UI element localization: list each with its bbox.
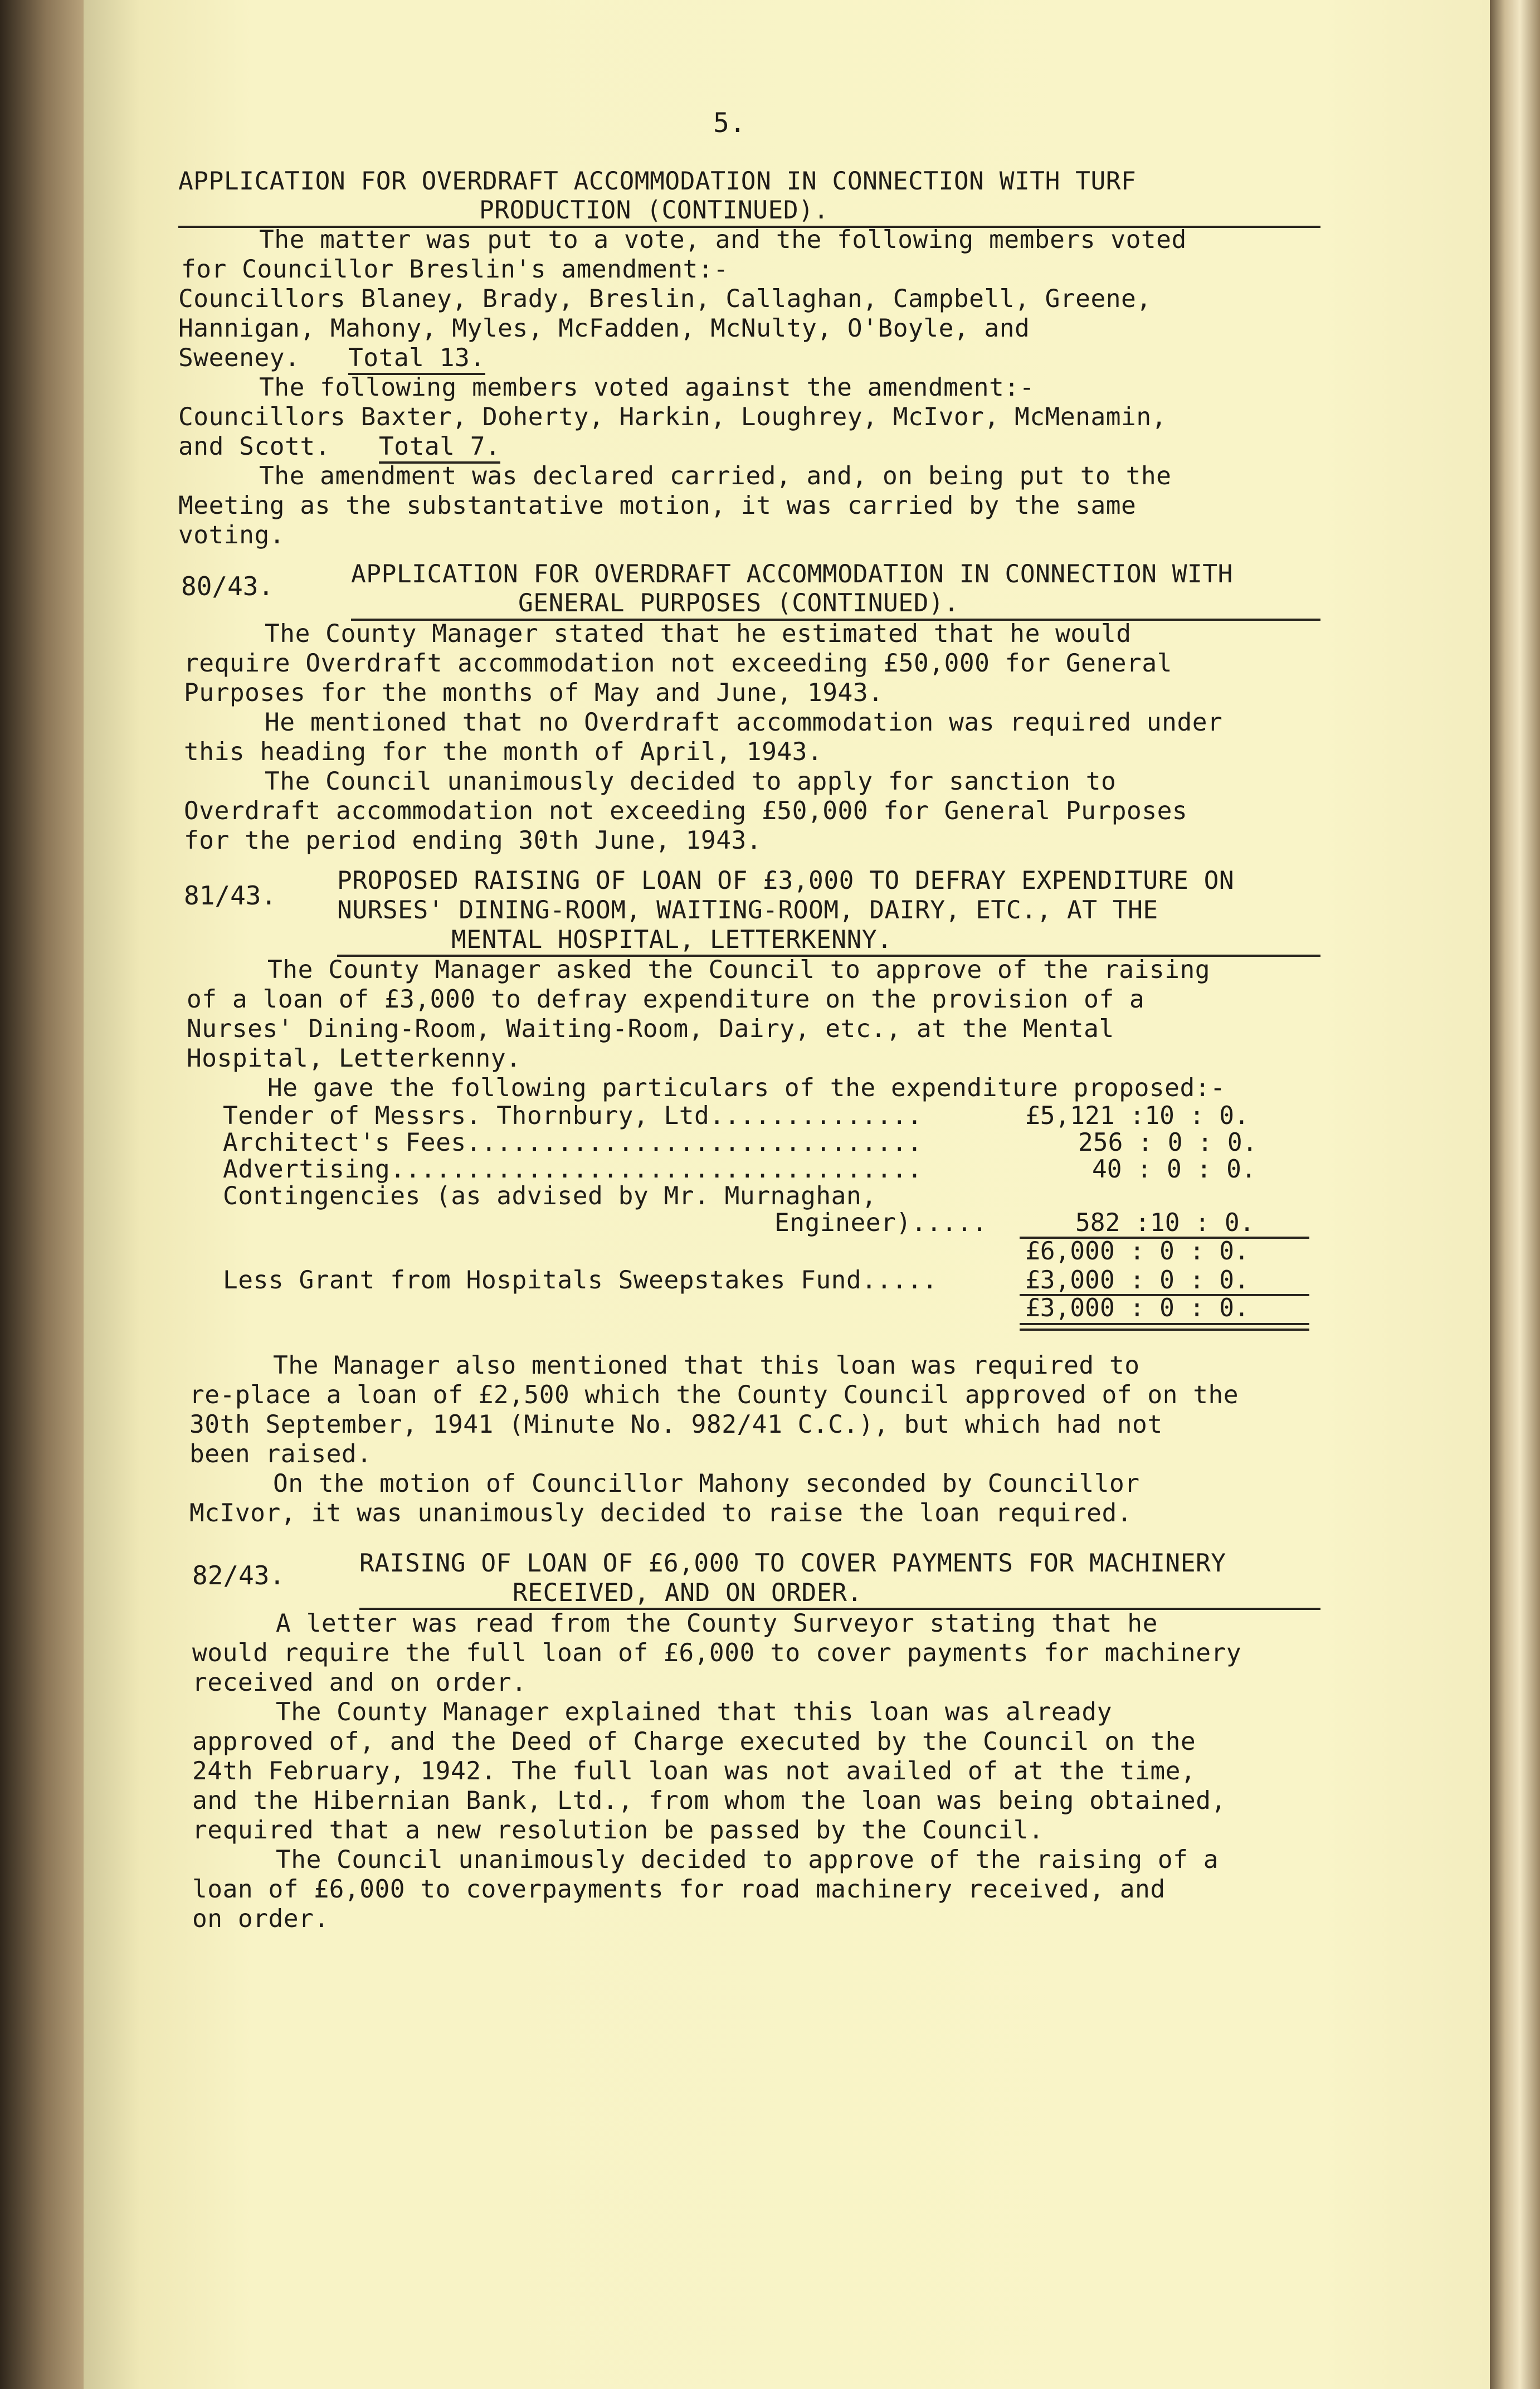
minute-number: 80/43. (181, 571, 274, 601)
paragraph-line: He gave the following particulars of the expenditure proposed:- (267, 1074, 1226, 1102)
book-binding-left (0, 0, 84, 2389)
net-double-rule-top (1020, 1323, 1309, 1325)
paragraph-line: The County Manager asked the Council to approve of the raising (267, 956, 1211, 984)
expense-label: Advertising................................... (223, 1155, 923, 1184)
expense-label: Contingencies (as advised by Mr. Murnaghan, (223, 1182, 877, 1210)
paragraph-line: He mentioned that no Overdraft accommodation was required under (265, 708, 1223, 737)
total-for: Total 13. (348, 344, 485, 375)
section-title-line-3: MENTAL HOSPITAL, LETTERKENNY. (451, 926, 893, 954)
paragraph-line: Meeting as the substantative motion, it was carried by the same (178, 492, 1137, 520)
paragraph-line: of a loan of £3,000 to defray expenditure on the provision of a (187, 985, 1145, 1014)
expense-label: Tender of Messrs. Thornbury, Ltd.............. (223, 1102, 923, 1130)
book-binding-right (1490, 0, 1540, 2389)
minute-number: 81/43. (184, 880, 277, 911)
paragraph-line: Hannigan, Mahony, Myles, McFadden, McNulty, O'Boyle, and (178, 314, 1030, 343)
paragraph-line: Nurses' Dining-Room, Waiting-Room, Dairy, etc., at the Mental (187, 1015, 1114, 1043)
paragraph-line: loan of £6,000 to coverpayments for road machinery received, and (192, 1875, 1166, 1904)
paragraph-line: Purposes for the months of May and June, 1943. (184, 679, 884, 707)
paragraph-line: Councillors Blaney, Brady, Breslin, Callaghan, Campbell, Greene, (178, 285, 1152, 313)
section-title-line-1: PROPOSED RAISING OF LOAN OF £3,000 TO DEFRAY EXPENDITURE ON (337, 867, 1235, 895)
section-title-line-2: PRODUCTION (CONTINUED). (479, 196, 829, 225)
section-title-line-2: GENERAL PURPOSES (CONTINUED). (518, 589, 959, 617)
net-amount: £3,000 : 0 : 0. (1025, 1294, 1249, 1322)
paragraph-line: Overdraft accommodation not exceeding £50,000 for General Purposes (184, 797, 1188, 825)
minute-number: 82/43. (192, 1560, 285, 1590)
subtotal-amount: £6,000 : 0 : 0. (1025, 1237, 1249, 1266)
paragraph-line: require Overdraft accommodation not exceeding £50,000 for General (184, 649, 1172, 678)
paragraph-line: Hospital, Letterkenny. (187, 1044, 522, 1073)
expense-amount: 40 : 0 : 0. (1092, 1155, 1256, 1184)
total-against: Total 7. (379, 432, 500, 464)
expense-label: Engineer)..... (774, 1209, 988, 1237)
paragraph-line: would require the full loan of £6,000 to cover payments for machinery (192, 1639, 1242, 1667)
paragraph-line: and the Hibernian Bank, Ltd., from whom the loan was being obtained, (192, 1787, 1226, 1815)
paragraph-line: The County Manager explained that this loan was already (276, 1698, 1113, 1726)
paragraph-line: A letter was read from the County Surveyor stating that he (276, 1609, 1158, 1638)
expense-label: Architect's Fees.............................. (223, 1128, 923, 1157)
less-grant-label: Less Grant from Hospitals Sweepstakes Fund..... (223, 1266, 938, 1295)
paragraph-line: The amendment was declared carried, and, on being put to the (259, 462, 1172, 490)
section-title-line-1: RAISING OF LOAN OF £6,000 TO COVER PAYMENTS FOR MACHINERY (359, 1549, 1226, 1578)
paragraph-line: approved of, and the Deed of Charge executed by the Council on the (192, 1728, 1196, 1756)
paragraph-line: Councillors Baxter, Doherty, Harkin, Loughrey, McIvor, McMenamin, (178, 403, 1167, 431)
paragraph-line: re-place a loan of £2,500 which the County Council approved of on the (189, 1381, 1239, 1409)
paragraph-line: required that a new resolution be passed by the Council. (192, 1816, 1044, 1845)
paragraph-line: for the period ending 30th June, 1943. (184, 826, 762, 855)
paragraph-line: Sweeney. (178, 344, 300, 372)
page-number: 5. (713, 108, 746, 139)
paragraph-line: and Scott. (178, 432, 330, 461)
paragraph-line: received and on order. (192, 1668, 527, 1697)
paragraph-line: On the motion of Councillor Mahony seconded by Councillor (273, 1470, 1140, 1498)
section-title-line-2: NURSES' DINING-ROOM, WAITING-ROOM, DAIRY, ETC., AT THE (337, 896, 1158, 925)
section-title-line-1: APPLICATION FOR OVERDRAFT ACCOMMODATION IN CONNECTION WITH (351, 560, 1233, 588)
paragraph-line: on order. (192, 1905, 329, 1933)
section-title-line-2: RECEIVED, AND ON ORDER. (513, 1579, 862, 1607)
paragraph-line: McIvor, it was unanimously decided to raise the loan required. (189, 1499, 1133, 1527)
paragraph-line: The Manager also mentioned that this loan was required to (273, 1351, 1140, 1380)
paragraph-line: The County Manager stated that he estimated that he would (265, 620, 1132, 648)
paragraph-line: 24th February, 1942. The full loan was not availed of at the time, (192, 1757, 1196, 1785)
expense-amount: 582 :10 : 0. (1075, 1209, 1255, 1237)
less-grant-amount: £3,000 : 0 : 0. (1025, 1266, 1249, 1295)
paragraph-line: voting. (178, 521, 285, 549)
paragraph-line: been raised. (189, 1440, 372, 1468)
paragraph-line: The Council unanimously decided to approve of the raising of a (276, 1846, 1219, 1874)
paragraph-line: for Councillor Breslin's amendment:- (181, 255, 729, 284)
expense-amount: £5,121 :10 : 0. (1025, 1102, 1249, 1130)
paragraph-line: The following members voted against the amendment:- (259, 373, 1035, 402)
net-double-rule-bottom (1020, 1329, 1309, 1331)
paragraph-line: The matter was put to a vote, and the following members voted (259, 226, 1187, 254)
paragraph-line: this heading for the month of April, 1943. (184, 738, 823, 766)
paragraph-line: 30th September, 1941 (Minute No. 982/41 C.C.), but which had not (189, 1410, 1163, 1439)
expense-amount: 256 : 0 : 0. (1078, 1128, 1258, 1157)
paragraph-line: The Council unanimously decided to apply for sanction to (265, 767, 1117, 796)
document-page (84, 0, 1490, 2389)
section-title-line-1: APPLICATION FOR OVERDRAFT ACCOMMODATION IN CONNECTION WITH TURF (178, 167, 1137, 196)
